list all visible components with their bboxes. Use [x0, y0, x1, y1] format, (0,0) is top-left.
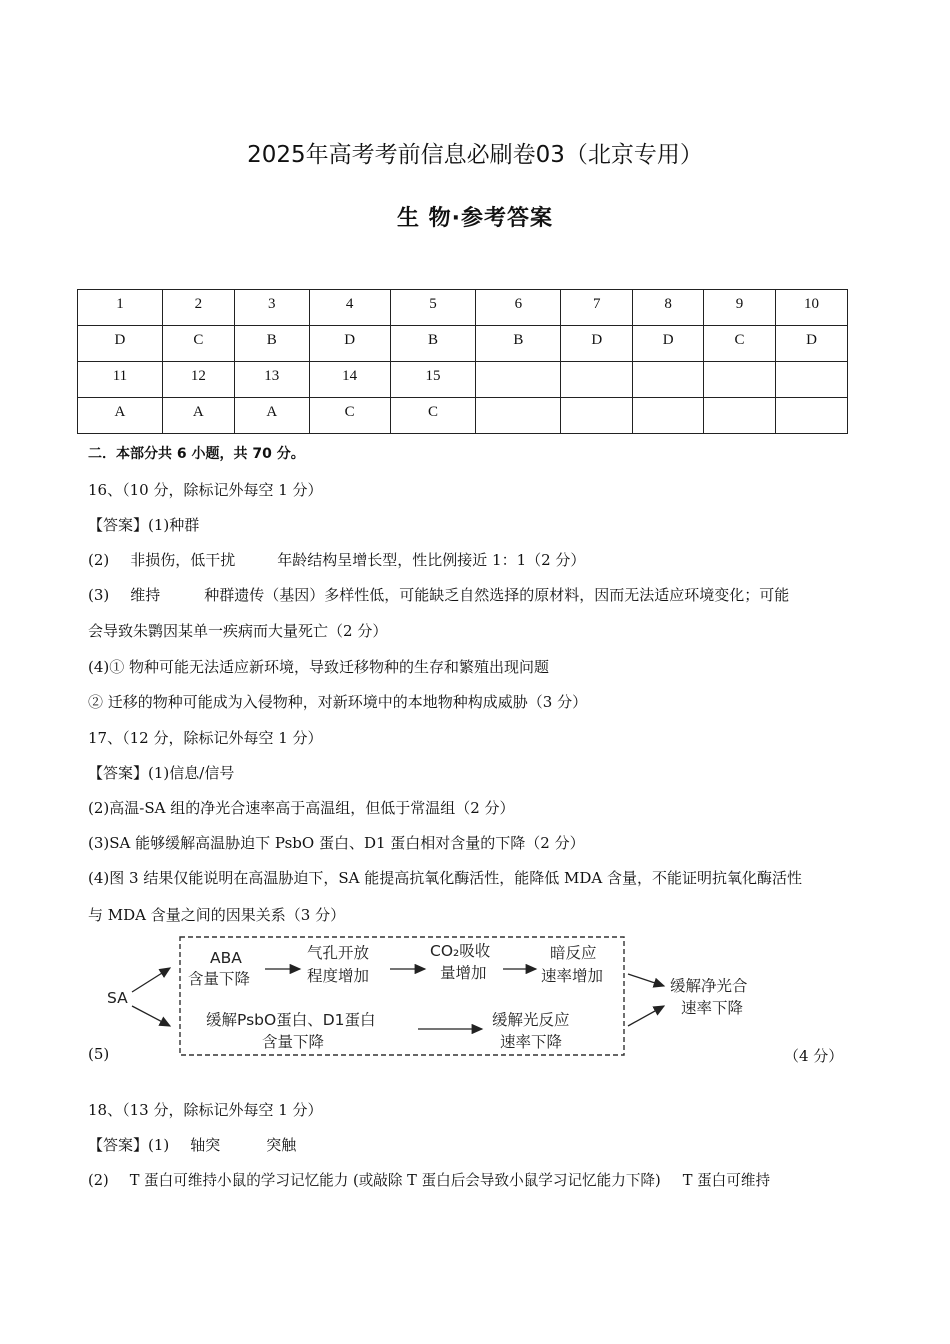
- answer-table-cell: [162, 398, 234, 434]
- answer-table-cell: [476, 362, 561, 398]
- answer-table-cell: [561, 290, 633, 326]
- answer-table-cell-text: D: [662, 332, 674, 348]
- answer-table-cell: [78, 326, 163, 362]
- answer-number: (2): [88, 551, 110, 569]
- flow-sa: SA: [107, 989, 128, 1007]
- answer-table-cell-text: 8: [664, 296, 672, 312]
- answer-table-cell: [561, 398, 633, 434]
- arrow-sa-down: [132, 1006, 170, 1026]
- answer-table-cell-text: A: [114, 404, 126, 420]
- q16-answer-3-cont: 会导致朱鹮因某单一疾病而大量死亡（2 分）: [88, 622, 388, 640]
- answer-part: 维持: [130, 586, 161, 604]
- flow-dark-1: 暗反应: [550, 944, 597, 962]
- answer-table-cell: [390, 290, 476, 326]
- answer-table-cell-text: 12: [190, 368, 206, 384]
- page-subtitle: 生 物·参考答案: [396, 206, 554, 231]
- q17-header: 17、（12 分，除标记外每空 1 分）: [88, 729, 323, 747]
- q17-answer-5-score: （4 分）: [784, 1047, 844, 1065]
- answer-table-cell: [704, 362, 776, 398]
- section-2-heading: 二．本部分共 6 小题，共 70 分。: [88, 446, 305, 462]
- flow-light-2: 速率下降: [500, 1033, 563, 1051]
- q16-header: 16、（10 分，除标记外每空 1 分）: [88, 481, 323, 499]
- answer-table-cell: [476, 290, 561, 326]
- flow-aba-2: 含量下降: [188, 970, 251, 988]
- answer-table-cell-text: 11: [112, 368, 128, 384]
- answer-table-cell-text: 15: [425, 368, 441, 384]
- answer-table-cell-text: A: [192, 404, 204, 420]
- q17-answer-2: (2)高温-SA 组的净光合速率高于高温组，但低于常温组（2 分）: [88, 799, 515, 817]
- answer-number: (2): [88, 1172, 109, 1189]
- answer-part: 轴突: [190, 1136, 221, 1154]
- answer-label: 【答案】: [88, 516, 149, 534]
- q18-answer-1: [88, 1134, 296, 1155]
- answer-table-cell: [162, 290, 234, 326]
- answer-table-cell: [776, 326, 848, 362]
- answer-table-cell: [390, 362, 476, 398]
- answer-part: 种群遗传（基因）多样性低，可能缺乏自然选择的原材料，因而无法适应环境变化；可能: [204, 586, 790, 604]
- answer-table-cell-text: D: [114, 332, 126, 348]
- answer-table-cell-text: [633, 362, 703, 368]
- answer-table-cell-text: 4: [345, 296, 354, 312]
- answer-table-cell-text: [633, 398, 703, 404]
- answer-table: [77, 289, 848, 434]
- answer-table-cell-text: [776, 398, 847, 404]
- answer-table-cell: [776, 290, 848, 326]
- arrow-to-result-up: [628, 974, 664, 986]
- answer-table-cell-text: A: [266, 404, 278, 420]
- answer-text: (1)种群: [148, 516, 200, 534]
- answer-table-cell-text: 10: [804, 296, 819, 312]
- answer-table-cell: [776, 362, 848, 398]
- answer-table-cell-text: [476, 362, 560, 368]
- answer-table-cell-text: [776, 362, 847, 368]
- q16-answer-4-cont: ② 迁移的物种可能成为入侵物种，对新环境中的本地物种构成威胁（3 分）: [88, 693, 588, 711]
- answer-table-cell: [633, 290, 704, 326]
- flow-result-2: 速率下降: [681, 999, 744, 1017]
- q17-answer-1: [88, 762, 234, 783]
- answer-table-cell: [776, 398, 848, 434]
- q17-answer-3: (3)SA 能够缓解高温胁迫下 PsbO 蛋白、D1 蛋白相对含量的下降（2 分）: [88, 834, 585, 852]
- page-title: 2025年高考考前信息必刷卷03（北京专用）: [247, 142, 703, 168]
- answer-table-cell: [704, 398, 776, 434]
- answer-table-cell-text: C: [428, 404, 439, 420]
- q17-answer-4: (4)图 3 结果仅能说明在高温胁迫下，SA 能提高抗氧化酶活性，能降低 MDA 含量，不能证明抗氧化酶活性: [88, 869, 802, 887]
- flow-light-1: 缓解光反应: [492, 1011, 570, 1029]
- answer-table-cell: [162, 326, 234, 362]
- answer-table-cell-text: 9: [735, 296, 744, 312]
- answer-table-cell: [309, 362, 390, 398]
- q17-flow-diagram: [100, 930, 780, 1062]
- answer-table-cell: [633, 398, 704, 434]
- answer-table-cell-text: 1: [116, 296, 124, 312]
- answer-table-cell-text: B: [513, 332, 524, 348]
- answer-table-row: [78, 290, 848, 326]
- answer-part: 非损伤，低干扰: [130, 551, 236, 569]
- flow-psbo-1: 缓解PsbO蛋白、D1蛋白: [206, 1011, 376, 1029]
- answer-table-cell-text: D: [806, 332, 817, 348]
- flow-psbo-2: 含量下降: [262, 1033, 325, 1051]
- answer-table-cell: [309, 290, 390, 326]
- answer-table-cell-text: 7: [593, 296, 601, 312]
- answer-table-cell: [234, 326, 309, 362]
- answer-label: 【答案】: [88, 1136, 149, 1154]
- answer-table-cell-text: D: [344, 332, 356, 348]
- flow-stoma-2: 程度增加: [307, 967, 370, 985]
- answer-table-cell-text: C: [193, 332, 204, 348]
- answer-number: (1): [148, 1136, 170, 1154]
- answer-table-cell-text: [476, 398, 560, 404]
- answer-part: 年龄结构呈增长型，性比例接近 1：1（2 分）: [277, 551, 586, 569]
- flow-aba-1: ABA: [210, 949, 242, 967]
- answer-part: T 蛋白可维持小鼠的学习记忆能力 (或敲除 T 蛋白后会导致小鼠学习记忆能力下降): [129, 1172, 661, 1189]
- answer-table-cell-text: 5: [429, 296, 437, 312]
- answer-table-cell-text: [704, 398, 775, 404]
- answer-table-cell: [390, 398, 476, 434]
- answer-table-cell-text: 3: [267, 296, 276, 312]
- answer-table-cell: [633, 326, 704, 362]
- q16-answer-1: [88, 514, 199, 535]
- answer-table-cell-text: B: [428, 332, 439, 348]
- answer-table-cell-text: 6: [514, 296, 523, 312]
- answer-table-cell: [162, 362, 234, 398]
- q17-answer-4-cont: 与 MDA 含量之间的因果关系（3 分）: [88, 906, 346, 924]
- answer-table-cell: [234, 398, 309, 434]
- arrow-sa-up: [132, 968, 170, 992]
- answer-table-cell-text: [561, 362, 632, 368]
- answer-table-row: [78, 362, 848, 398]
- answer-table-cell: [390, 326, 476, 362]
- q18-answer-2: [88, 1169, 770, 1190]
- answer-table-cell-text: C: [734, 332, 745, 348]
- answer-table-cell-text: 2: [194, 296, 203, 312]
- answer-table-cell-text: D: [591, 332, 603, 348]
- answer-table-cell: [78, 362, 163, 398]
- answer-table-cell: [476, 398, 561, 434]
- q16-answer-4: (4)① 物种可能无法适应新环境，导致迁移物种的生存和繁殖出现问题: [88, 658, 550, 676]
- q18-header: 18、（13 分，除标记外每空 1 分）: [88, 1101, 323, 1119]
- answer-table-cell-text: [704, 362, 775, 368]
- flow-dark-2: 速率增加: [541, 967, 604, 985]
- flow-co2-1: CO₂吸收: [430, 942, 491, 960]
- answer-table-cell: [704, 290, 776, 326]
- q16-answer-2: [88, 549, 585, 570]
- flow-stoma-1: 气孔开放: [307, 944, 370, 962]
- answer-table-cell: [704, 326, 776, 362]
- answer-number: (3): [88, 586, 110, 604]
- answer-part: 突触: [266, 1136, 297, 1154]
- answer-table-cell: [309, 326, 390, 362]
- answer-table-cell: [78, 398, 163, 434]
- q16-answer-3: [88, 584, 789, 605]
- answer-table-cell: [78, 290, 163, 326]
- answer-table-cell: [561, 326, 633, 362]
- q17-answer-5-number: (5): [88, 1045, 110, 1063]
- answer-table-cell-text: 13: [264, 368, 280, 384]
- answer-table-row: [78, 398, 848, 434]
- answer-table-cell-text: 14: [342, 368, 358, 384]
- answer-text: (1)信息/信号: [148, 764, 235, 782]
- answer-table-cell: [561, 362, 633, 398]
- answer-table-cell-text: C: [344, 404, 355, 420]
- answer-table-cell-text: [561, 398, 632, 404]
- answer-table-cell: [476, 326, 561, 362]
- answer-table-cell: [234, 362, 309, 398]
- flow-co2-2: 量增加: [440, 964, 487, 982]
- answer-label: 【答案】: [88, 764, 149, 782]
- flow-result-1: 缓解净光合: [670, 977, 748, 995]
- answer-table-cell-text: B: [266, 332, 277, 348]
- arrow-to-result-down: [628, 1006, 664, 1026]
- answer-table-row: [78, 326, 848, 362]
- answer-table-cell: [633, 362, 704, 398]
- answer-table-cell: [234, 290, 309, 326]
- answer-table-cell: [309, 398, 390, 434]
- answer-part: T 蛋白可维持: [682, 1172, 771, 1189]
